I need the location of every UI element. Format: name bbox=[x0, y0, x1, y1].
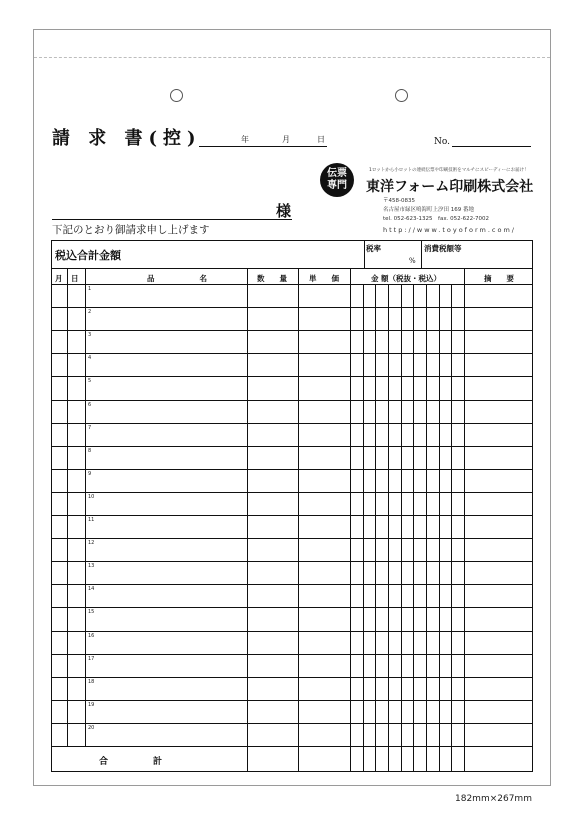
table-border-top bbox=[51, 240, 533, 241]
binding-hole-right bbox=[395, 89, 408, 102]
form-title: 請 求 書(控) bbox=[52, 128, 202, 149]
row-number: 2 bbox=[88, 309, 92, 316]
row-number: 14 bbox=[88, 586, 95, 593]
company-phone: tel. 052-623-1325 fax. 052-622-7002 bbox=[383, 216, 490, 222]
consumption-tax-divider bbox=[421, 240, 422, 268]
row-number: 15 bbox=[88, 609, 95, 616]
company-url: http://www.toyoform.com/ bbox=[383, 226, 516, 234]
sum-label: 合 計 bbox=[99, 757, 163, 767]
consumption-tax-label: 消費税額等 bbox=[424, 244, 462, 253]
row-number: 5 bbox=[88, 378, 92, 385]
amount-digit-divider bbox=[388, 284, 389, 772]
row-number: 1 bbox=[88, 286, 92, 292]
month-label: 月 bbox=[282, 135, 290, 144]
amount-digit-divider bbox=[426, 284, 427, 772]
table-border-left bbox=[51, 240, 52, 772]
row-rule bbox=[51, 469, 533, 470]
company-badge bbox=[320, 163, 354, 197]
row-rule bbox=[51, 400, 533, 401]
binding-hole-left bbox=[170, 89, 183, 102]
column-header-rule bbox=[51, 284, 533, 285]
amount-digit-divider bbox=[413, 284, 414, 772]
item-header: 品 名 bbox=[147, 274, 207, 283]
number-label: No. bbox=[434, 137, 450, 147]
request-text: 下記のとおり御請求申し上げます bbox=[52, 224, 210, 236]
row-rule bbox=[51, 492, 533, 493]
amount-remarks-divider bbox=[464, 268, 465, 772]
unit-price-header: 単 価 bbox=[309, 274, 339, 283]
month-day-divider bbox=[67, 268, 68, 746]
row-number: 7 bbox=[88, 424, 92, 431]
row-rule bbox=[51, 561, 533, 562]
row-number: 20 bbox=[88, 724, 95, 731]
remarks-header: 摘 要 bbox=[484, 274, 514, 283]
total-amount-label: 税込合計金額 bbox=[55, 249, 121, 262]
row-rule bbox=[51, 631, 533, 632]
header-rule bbox=[51, 268, 533, 269]
percent-sign: % bbox=[409, 257, 416, 265]
invoice-table bbox=[51, 240, 533, 772]
row-rule bbox=[51, 654, 533, 655]
row-number: 16 bbox=[88, 632, 95, 639]
row-number: 12 bbox=[88, 540, 95, 547]
day-header: 日 bbox=[71, 274, 79, 283]
row-number: 19 bbox=[88, 701, 95, 708]
number-underline bbox=[452, 146, 531, 147]
row-number: 13 bbox=[88, 563, 95, 570]
row-rule bbox=[51, 376, 533, 377]
company-name: 東洋フォーム印刷株式会社 bbox=[366, 179, 534, 195]
row-rule bbox=[51, 746, 533, 747]
amount-digit-divider bbox=[451, 284, 452, 772]
customer-name-line bbox=[52, 219, 292, 220]
quantity-header: 数 量 bbox=[257, 274, 287, 283]
item-qty-divider bbox=[247, 268, 248, 772]
row-rule bbox=[51, 353, 533, 354]
company-postal: 〒458-0835 bbox=[383, 198, 415, 204]
row-number: 3 bbox=[88, 332, 92, 339]
badge-line-1: 伝票 bbox=[327, 168, 347, 179]
amount-digit-divider bbox=[439, 284, 440, 772]
row-rule bbox=[51, 723, 533, 724]
row-number: 17 bbox=[88, 655, 95, 662]
price-amount-divider bbox=[350, 268, 351, 772]
year-label: 年 bbox=[241, 135, 249, 144]
amount-digit-divider bbox=[363, 284, 364, 772]
company-tagline: 1ロットから小ロットの連続伝票や印刷技術をマルチにスピーディーにお届け！ bbox=[369, 168, 529, 173]
amount-digit-divider bbox=[375, 284, 376, 772]
row-rule bbox=[51, 307, 533, 308]
tax-rate-divider bbox=[364, 240, 365, 268]
row-rule bbox=[51, 700, 533, 701]
day-label: 日 bbox=[317, 135, 325, 144]
row-rule bbox=[51, 330, 533, 331]
perforation-line bbox=[34, 57, 550, 58]
row-rule bbox=[51, 584, 533, 585]
row-rule bbox=[51, 446, 533, 447]
table-border-bottom bbox=[51, 771, 533, 772]
row-rule bbox=[51, 515, 533, 516]
row-number: 11 bbox=[88, 517, 95, 523]
amount-digit-divider bbox=[401, 284, 402, 772]
company-address: 名古屋市緑区鳴海町上汐田 169 番地 bbox=[383, 207, 474, 213]
row-number: 4 bbox=[88, 355, 92, 362]
row-rule bbox=[51, 423, 533, 424]
customer-honorific: 様 bbox=[276, 202, 292, 220]
row-rule bbox=[51, 607, 533, 608]
row-rule bbox=[51, 538, 533, 539]
invoice-sheet bbox=[33, 29, 551, 786]
tax-rate-label: 税率 bbox=[366, 244, 381, 253]
row-number: 9 bbox=[88, 470, 92, 477]
qty-price-divider bbox=[298, 268, 299, 772]
row-number: 10 bbox=[88, 493, 95, 500]
row-rule bbox=[51, 677, 533, 678]
paper-size-label: 182mm×267mm bbox=[455, 794, 532, 804]
badge-line-2: 専門 bbox=[327, 180, 347, 191]
table-border-right bbox=[532, 240, 533, 772]
date-underline bbox=[199, 146, 327, 147]
day-item-divider bbox=[85, 268, 86, 746]
month-header: 月 bbox=[55, 274, 63, 283]
amount-header: 金 額（税抜・税込） bbox=[370, 274, 442, 283]
row-number: 8 bbox=[88, 447, 92, 454]
row-number: 6 bbox=[88, 401, 92, 408]
row-number: 18 bbox=[88, 678, 95, 685]
